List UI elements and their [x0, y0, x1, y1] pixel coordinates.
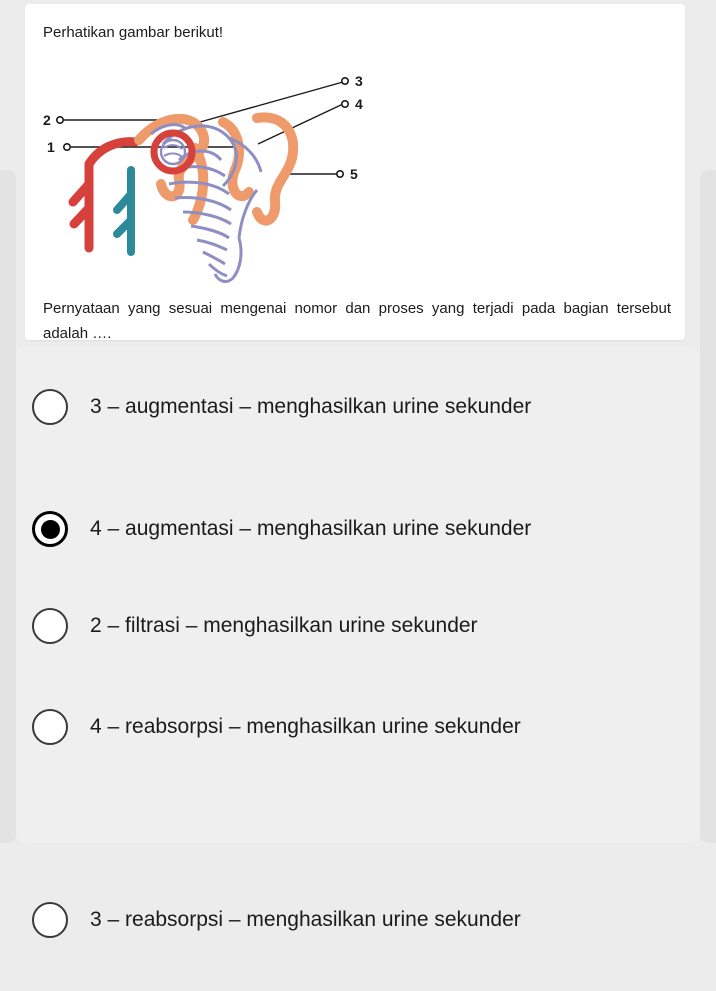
radio-button-b[interactable]	[32, 511, 68, 547]
svg-text:4: 4	[355, 96, 363, 112]
option-d[interactable]	[16, 672, 700, 782]
svg-text:1: 1	[47, 139, 55, 155]
question-intro: Perhatikan gambar berikut!	[43, 24, 224, 41]
question-card	[25, 4, 685, 340]
option-c[interactable]	[16, 598, 700, 654]
option-b-label: 4 – augmentasi – menghasilkan urine sekunder	[90, 517, 532, 540]
nephron-diagram	[43, 52, 393, 287]
radio-button-a[interactable]	[32, 389, 68, 425]
svg-text:3: 3	[355, 73, 363, 89]
option-c-label: 2 – filtrasi – menghasilkan urine sekunder	[90, 614, 478, 637]
svg-text:5: 5	[350, 166, 358, 182]
option-b[interactable]	[16, 474, 700, 584]
option-d-label: 4 – reabsorpsi – menghasilkan urine sekunder	[90, 715, 521, 738]
radio-button-e[interactable]	[32, 902, 68, 938]
answer-options-panel	[16, 346, 700, 843]
svg-text:2: 2	[43, 112, 51, 128]
radio-button-d[interactable]	[32, 709, 68, 745]
option-e-label: 3 – reabsorpsi – menghasilkan urine sekunder	[90, 908, 521, 931]
option-a-label: 3 – augmentasi – menghasilkan urine sekunder	[90, 395, 532, 418]
question-prompt: Pernyataan yang sesuai mengenai nomor dan proses yang terjadi pada bagian tersebut adalah ….	[43, 300, 671, 340]
radio-button-c[interactable]	[32, 608, 68, 644]
option-e[interactable]	[16, 860, 700, 980]
left-edge-strip	[0, 170, 16, 843]
right-edge-strip	[700, 170, 716, 843]
option-a[interactable]	[16, 352, 700, 462]
